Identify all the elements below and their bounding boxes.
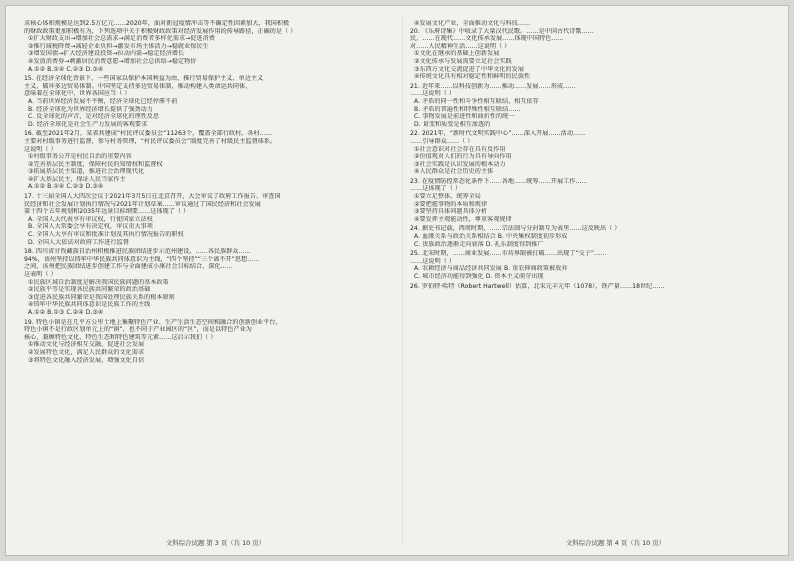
answer-option: ④传统文化具有相对稳定性和鲜明的民族性 xyxy=(414,73,531,81)
question-text: 16. 截至2021年2月，某省共建成“村民评议委员会”11263个，覆盖全部行政村。各村…… xyxy=(24,130,272,138)
answer-option: B. 经济全球化为世界经济增长提供了强劲动力 xyxy=(28,105,153,113)
answer-option: ①要立足整体，统筹全局 xyxy=(414,193,481,201)
question-block xyxy=(24,193,384,246)
question-text: 民，……在现代……文化传承发展……体现中国特色…… xyxy=(410,35,564,43)
answer-option: ③将特色文化融入经济发展，增强文化自信 xyxy=(28,356,145,364)
question-text: ……这说明（ ） xyxy=(410,257,455,265)
question-text: 17. 十三届全国人大四次会议于2021年3月5日在北京召开，大会审议了政府工作报告、审查国 xyxy=(24,193,281,201)
question-text: 对……人民精神生活……这说明（ ） xyxy=(410,42,511,50)
question-text: 主义，破坏多边贸易体制。中国坚定支持多边贸易体制，推动构建人类命运共同体， xyxy=(24,82,252,90)
question-text: 这说明（ ） xyxy=(24,145,57,153)
question-text: 19. 特色小镇是在几平方公里土地上集聚特色产业、生产生活生态空间相融合的创新创业平台， xyxy=(24,318,282,326)
question-block xyxy=(410,83,770,129)
answer-option: C. 反全球化的声音，是对经济全球化的理性反思 xyxy=(28,113,160,121)
answer-option: ③东西方文化交流促进了中华文化的发展 xyxy=(414,65,524,73)
answer-option: A. 农耕经济与商品经济共同发展 B. 重农抑商政策被放弃 xyxy=(414,265,568,273)
answer-option: ③要坚持具体问题具体分析 xyxy=(414,208,488,216)
answer-option: C. 事物发展是前进性和曲折性的统一 xyxy=(414,113,515,121)
answer-option: ④要发挥主观能动性，尊重客观规律 xyxy=(414,215,512,223)
answer-option: A. 血缘关系与政治关系相结合 B. 中央集权制度初步形成 xyxy=(414,233,568,241)
answer-option: ②价值观对人们的行为具有导向作用 xyxy=(414,153,512,161)
answer-option: D. 全国人大依法对政府工作进行监督 xyxy=(28,238,129,246)
question-text: 22. 2021年，“新时代文明实践中心”……深入开展……活动…… xyxy=(410,130,586,138)
answer-option: ①社会意识对社会存在具有反作用 xyxy=(414,145,506,153)
question-text: 21. 近年来……以科技创新为……推动……发展……形成…… xyxy=(410,82,576,90)
question-text: 意味着在全球化中，世界各国应当（ ） xyxy=(24,90,131,98)
question-text: 15. 在经济全球化背景下，一些国家以保护本国利益为由，推行贸易保护主义、单边主义 xyxy=(24,75,264,83)
answer-option: ①推动文化与经济相互交融，促进社会发展 xyxy=(28,341,145,349)
answer-option: ②推行减税降费→减轻企业负担→激发市场主体活力→稳就业保民生 xyxy=(28,42,209,50)
column-divider xyxy=(402,16,403,545)
answer-option: ②民族平等是实现各民族共同繁荣的政治基础 xyxy=(28,286,151,294)
answer-option: B. 矛盾的普遍性和特殊性相互联结…… xyxy=(414,105,521,113)
question-block xyxy=(410,225,770,248)
answer-option: ②发展特色文化，满足人民群众的文化需求 xyxy=(28,348,145,356)
question-block xyxy=(24,319,384,365)
page-footer-right: 文科综合试题 第 4 页（共 10 页） xyxy=(566,539,666,547)
question-text: 的财政政策更加积极有为，下列选项中关于积极财政政策对经济发展作用的传导路径，正确的是（ ） xyxy=(24,27,297,35)
answer-option: D. 量变和质变是相互渗透的 xyxy=(414,120,491,128)
question-text: 特色小镇不是行政区划单元上的“镇”，也不同于产业园区的“区”，而是以特色产业为 xyxy=(24,326,252,334)
question-block xyxy=(24,20,384,73)
answer-option: ③拓展基层民主渠道，推进社会治理现代化 xyxy=(28,168,145,176)
answer-option: ④发展文化产业，全面推动文化与科技…… xyxy=(414,20,531,27)
answer-option: B. 全国人大常委会享有决定权，审议重大事项 xyxy=(28,223,153,231)
question-text: 主要对村级事务进行监督，参与村务管理，“村民评议委员会”制度完善了村级民主监督体系。 xyxy=(24,137,277,145)
answer-option: A. 当前世界经济发展不平衡，经济全球化已经停滞不前 xyxy=(28,97,178,105)
question-block xyxy=(410,130,770,176)
question-text: 求核心体积规模是达到2.5万亿元……2020年，面对新冠疫情冲击等不确定性因素加大，我国积极 xyxy=(24,20,290,27)
question-text: 核心，兼顾特色文化、特色生态和特色建筑等元素……这启示我们（ ） xyxy=(24,333,217,341)
question-text: 94%，该州坚持以铸牢中华民族共同体意识为主线，“四个坚持”“三个离不开”思想…… xyxy=(24,255,260,263)
question-text: 第十四个五年规划和2035年远景目标纲要……这体现了（ ） xyxy=(24,208,190,216)
question-block xyxy=(410,283,770,291)
question-text: 18. 四川省甘孜藏族自治州积极推进民族团结进步示范州建设，……各民族群众…… xyxy=(24,248,251,256)
question-text: 20. 《乐府诗集》中收录了大量汉代民歌。……是中国古代诗歌…… xyxy=(410,27,594,35)
answer-option: A. 矛盾的同一性和斗争性相互联结、相互依存 xyxy=(414,97,539,105)
question-text: ……这体现了（ ） xyxy=(410,185,462,193)
question-block xyxy=(24,75,384,128)
answer-option: ②文化传承与发展需要立足社会实践 xyxy=(414,57,512,65)
question-block xyxy=(24,130,384,191)
left-column xyxy=(24,20,384,529)
answer-option: ③促进各民族共同繁荣是我国处理民族关系的根本原则 xyxy=(28,293,175,301)
question-text: ……引导群众……（ ） xyxy=(410,137,474,145)
answer-option: A. 全国人大代表享有审议权，行使国家立法权 xyxy=(28,215,153,223)
question-block xyxy=(410,178,770,224)
answer-option: ③增发国债→扩大经济建设投资→拉动内需→稳定经济增长 xyxy=(28,50,185,58)
answer-option: C. 全国人大享有审议和批准计划及其执行情况报告的职权 xyxy=(28,231,184,239)
exam-sheet xyxy=(6,6,788,555)
answer-option: ①民族区域自治制度是解决我国民族问题的基本政策 xyxy=(28,278,169,286)
answer-option: D. 经济全球化是社会生产力发展的客观要求 xyxy=(28,120,148,128)
right-column xyxy=(410,20,770,529)
answer-option: ②完善基层民主制度，保障村民的知情权和监督权 xyxy=(28,160,163,168)
question-text: 23. 在疫情防控常态化条件下……各地……统筹……开展工作…… xyxy=(410,177,588,185)
answer-option: ①文化在继承的基础上创新发展 xyxy=(414,50,500,58)
question-text: 24. 据史书记载，西周时期，……宗法制与分封制互为表里……这反映出（ ） xyxy=(410,225,621,233)
answer-option: ③社会实践是认识发展的根本动力 xyxy=(414,160,506,168)
answer-option: ①村级事务公开是村民自治的重要内容 xyxy=(28,153,132,161)
question-text: 26. 罗伯特·哈特（Robert Hartwell）估算，北宋元丰元年（1078），铁产量……18世纪…… xyxy=(410,282,665,290)
answer-option: A.①② B.①③ C.②④ D.③④ xyxy=(28,308,104,316)
answer-option: ④铸牢中华民族共同体意识是民族工作的主线 xyxy=(28,301,151,309)
question-block xyxy=(410,250,770,280)
question-block xyxy=(24,248,384,316)
answer-option: ④扩大基层民主，保证人民当家作主 xyxy=(28,175,126,183)
answer-option: C. 贵族政治逐渐走向衰落 D. 礼乐制度得到推广 xyxy=(414,240,544,248)
answer-option: A.①② B.①④ C.②③ D.③④ xyxy=(28,65,104,73)
question-text: 民经济和社会发展计划执行情况与2021年计划草案……审议通过了国民经济和社会发展 xyxy=(24,200,261,208)
question-text: ……这说明（ ） xyxy=(410,90,455,98)
answer-option: ④发放消费券→刺激居民消费意愿→增加社会总供给→稳定物价 xyxy=(28,57,197,65)
question-text: 之间，该州把民族团结进步创建工作与全面建成小康社会目标结合，深化…… xyxy=(24,263,233,271)
page-footer-left: 文科综合试题 第 3 页（共 10 页） xyxy=(166,539,266,547)
question-block xyxy=(410,20,770,81)
answer-option: A.①② B.①④ C.②③ D.③④ xyxy=(28,183,104,191)
answer-option: ④人民群众是社会历史的主体 xyxy=(414,168,494,176)
answer-option: ①扩大财政支出→增加社会总需求→满足消费者多样化需求→促进消费 xyxy=(28,35,215,43)
question-text: 这表明（ ） xyxy=(24,271,57,278)
question-text: 25. 北宋时期，……商业发展……市坊界限被打破……出现了“交子”…… xyxy=(410,250,607,258)
answer-option: C. 城市经济功能得到强化 D. 资本主义萌芽出现 xyxy=(414,273,544,280)
answer-option: ②要把握事物的本质和规律 xyxy=(414,200,488,208)
